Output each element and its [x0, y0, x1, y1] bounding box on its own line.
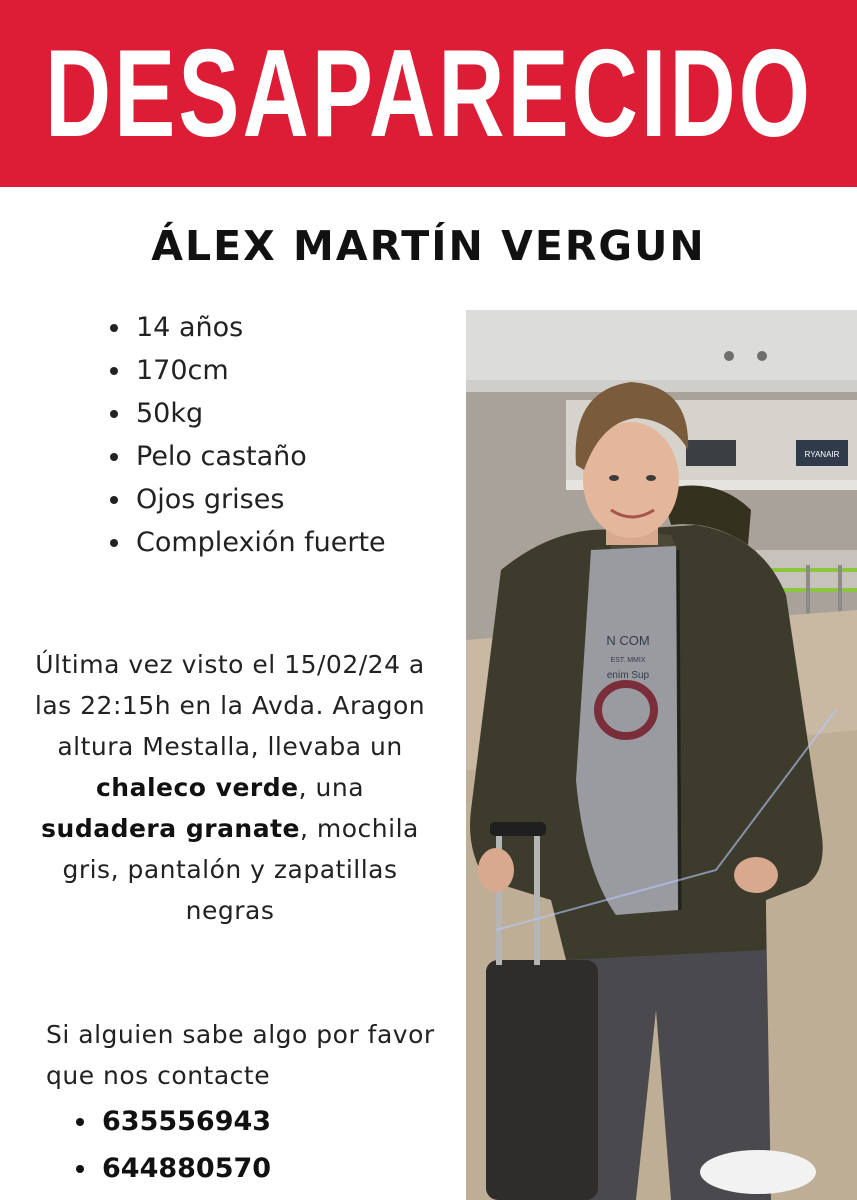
- trait-height: 170cm: [108, 349, 408, 392]
- clothing-vest: chaleco verde: [95, 773, 299, 802]
- person-name: ÁLEX MARTÍN VERGUN: [151, 222, 706, 270]
- clothing-sweatshirt: sudadera granate: [41, 814, 301, 843]
- shirt-print-text: N COM: [606, 633, 650, 648]
- shirt-print-text: enim Sup: [606, 670, 650, 681]
- airline-sign-text: RYANAIR: [804, 450, 840, 459]
- missing-person-photo: [466, 310, 857, 1200]
- shirt-print-text: EST. MMIX: [610, 657, 646, 664]
- trait-weight: 50kg: [108, 392, 408, 435]
- phone-number[interactable]: 644880570: [74, 1145, 271, 1192]
- last-seen-text: Última vez visto el 15/02/24 a las 22:15h en la Avda. Aragon altura Mestalla, llevaba un: [34, 650, 426, 761]
- contact-intro: Si alguien sabe algo por favor que nos contacte: [46, 1020, 435, 1090]
- trait-hair: Pelo castaño: [108, 435, 408, 478]
- phone-number[interactable]: 635556943: [74, 1098, 271, 1145]
- last-seen-text: , una: [298, 773, 365, 802]
- last-seen-paragraph: [30, 644, 430, 931]
- trait-age: 14 años: [108, 306, 408, 349]
- last-seen-text: , mochila gris, pantalón y zapatillas negras: [62, 814, 419, 925]
- banner-title: DESAPARECIDO: [44, 24, 813, 163]
- trait-eyes: Ojos grises: [108, 478, 408, 521]
- missing-banner: [0, 0, 857, 187]
- traits-list: [108, 306, 408, 564]
- phone-list: [74, 1098, 271, 1192]
- trait-build: Complexión fuerte: [108, 521, 408, 564]
